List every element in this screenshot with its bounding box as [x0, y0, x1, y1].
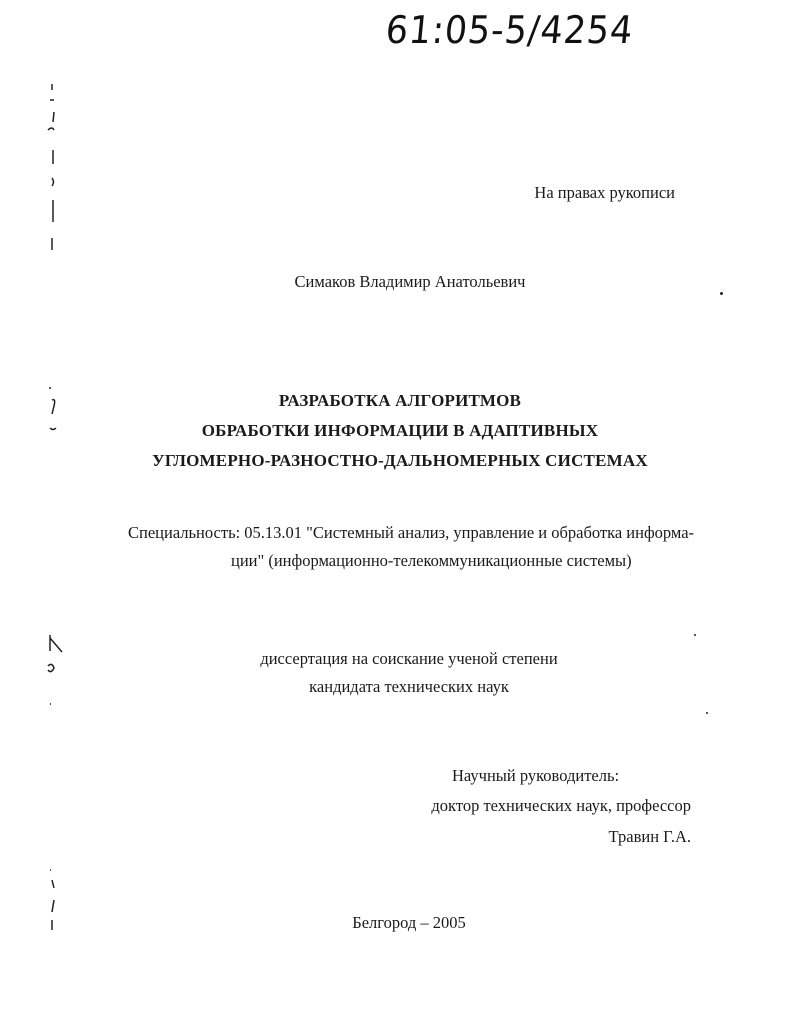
specialty-line-2: ции" (информационно-телекоммуникационные системы): [231, 551, 632, 570]
handwritten-archive-code: 61:05-5/4254: [383, 8, 636, 52]
binding-margin-marks: [40, 70, 70, 970]
city-year: Белгород – 2005: [352, 913, 466, 932]
dissertation-title-line-2: ОБРАБОТКИ ИНФОРМАЦИИ В АДАПТИВНЫХ: [201, 421, 599, 440]
dissertation-title-line-1: РАЗРАБОТКА АЛГОРИТМОВ: [278, 391, 522, 410]
supervisor-credentials: доктор технических наук, профессор: [431, 796, 691, 815]
dissertation-title-line-3: УГЛОМЕРНО-РАЗНОСТНО-ДАЛЬНОМЕРНЫХ СИСТЕМАХ: [152, 451, 648, 470]
supervisor-name: Травин Г.А.: [608, 827, 691, 846]
degree-line-1: диссертация на соискание ученой степени: [260, 649, 558, 668]
specialty-line-1: Специальность: 05.13.01 "Системный анализ, управление и обработка информа-: [128, 523, 695, 542]
rights-note: На правах рукописи: [534, 183, 675, 202]
supervisor-label: Научный руководитель:: [452, 766, 620, 785]
degree-line-2: кандидата технических наук: [309, 677, 509, 696]
author-name: Симаков Владимир Анатольевич: [294, 272, 526, 291]
